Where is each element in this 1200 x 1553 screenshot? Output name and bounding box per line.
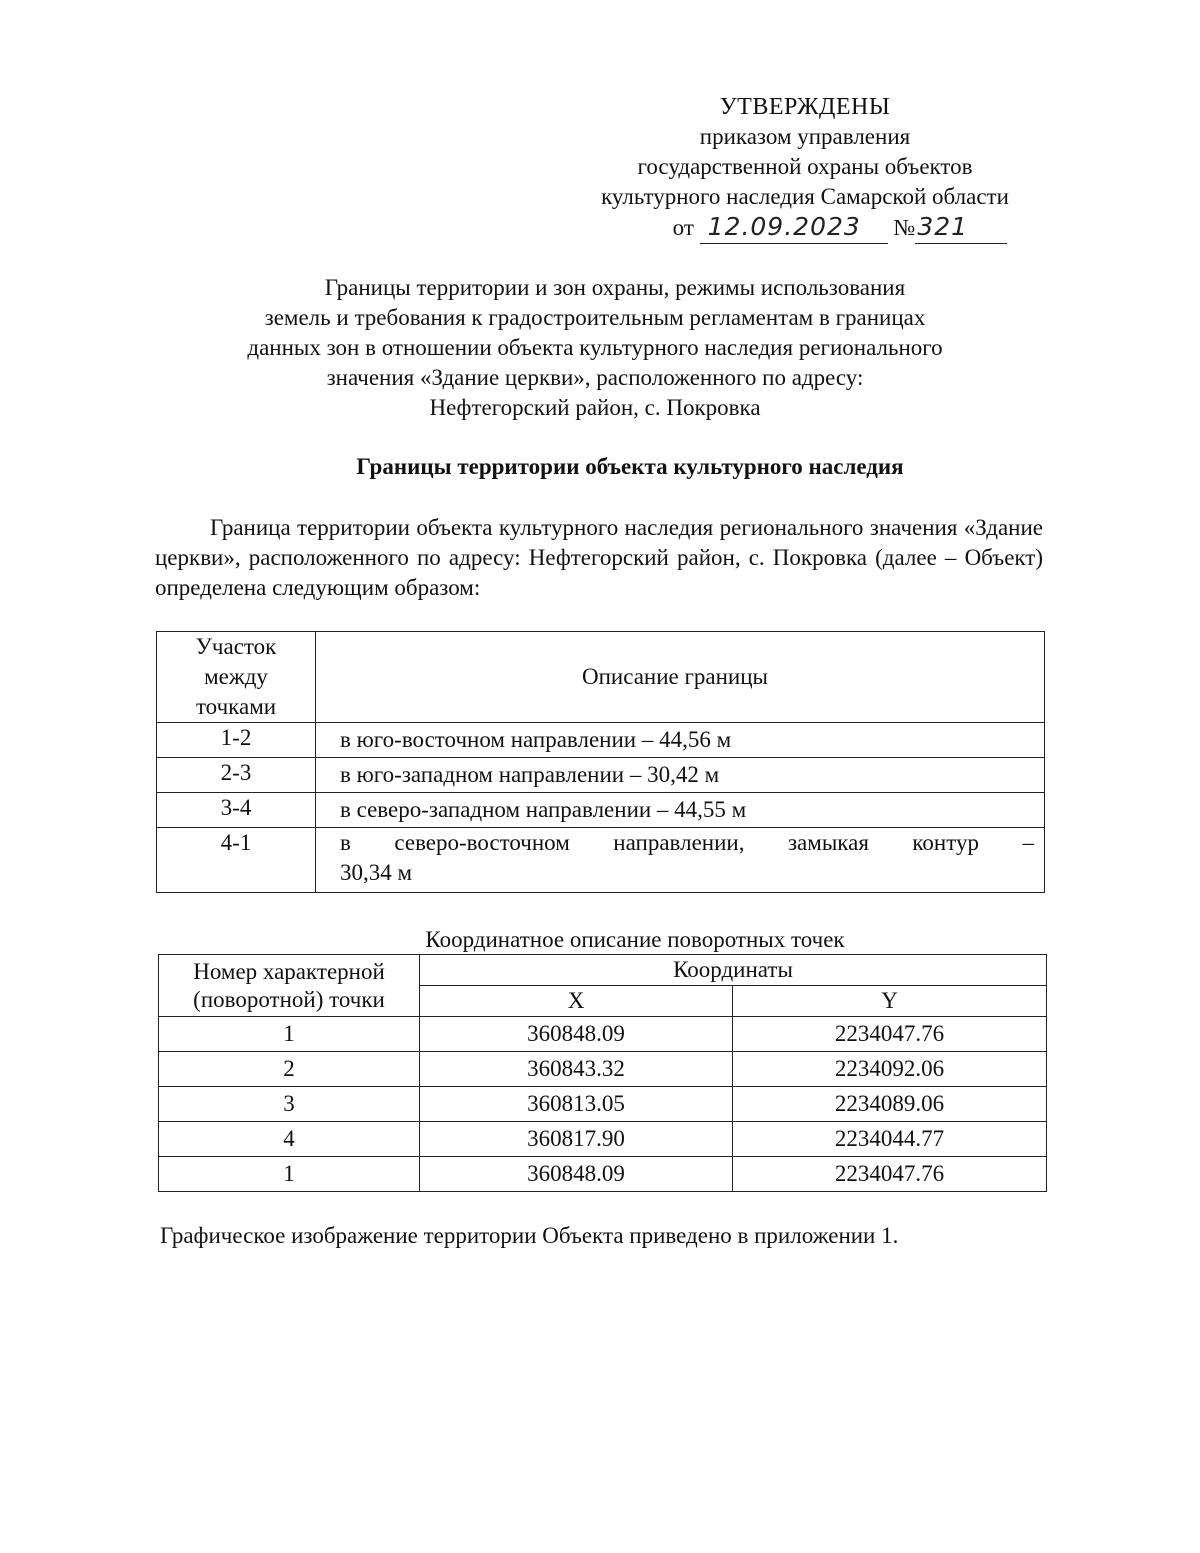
table-row (159, 1087, 1047, 1122)
table-row (157, 758, 1045, 793)
description-cell: в юго-восточном направлении – 44,56 м (316, 723, 1045, 758)
segment-cell: 3-4 (157, 793, 316, 828)
date-prefix: от (672, 215, 694, 240)
header-x: X (420, 986, 733, 1017)
number-prefix: № (893, 215, 916, 240)
approval-line-3: культурного наследия Самарской области (601, 184, 1009, 209)
point-cell: 2 (159, 1052, 420, 1087)
y-cell: 2234047.76 (733, 1157, 1047, 1192)
y-cell: 2234044.77 (733, 1122, 1047, 1157)
intro-paragraph (155, 513, 1043, 603)
coords-table (158, 954, 1047, 1192)
x-cell: 360848.09 (420, 1017, 733, 1052)
table-row (159, 1157, 1047, 1192)
header-coordinates: Координаты (420, 955, 1047, 986)
title-line-5: Нефтегорский район, с. Покровка (429, 395, 761, 420)
table-row (159, 1122, 1047, 1157)
table-row (159, 1017, 1047, 1052)
approval-title: УТВЕРЖДЕНЫ (719, 94, 891, 120)
x-cell: 360843.32 (420, 1052, 733, 1087)
point-cell: 1 (159, 1157, 420, 1192)
coords-caption: Координатное описание поворотных точек (425, 927, 845, 952)
point-cell: 1 (159, 1017, 420, 1052)
point-cell: 4 (159, 1122, 420, 1157)
coords-header (159, 955, 1047, 986)
table-row (157, 828, 1045, 893)
table-row (159, 1052, 1047, 1087)
description-cell: в северо-восточном направлении, замыкая контур – 30,34 м (316, 828, 1045, 893)
table-row (157, 723, 1045, 758)
y-cell: 2234089.06 (733, 1087, 1047, 1122)
y-cell: 2234047.76 (733, 1017, 1047, 1052)
x-cell: 360848.09 (420, 1157, 733, 1192)
segment-cell: 1-2 (157, 723, 316, 758)
approval-line-1: приказом управления (699, 124, 911, 149)
point-cell: 3 (159, 1087, 420, 1122)
handwritten-number: 321 (917, 212, 969, 241)
header-segment: Участок между точками (157, 632, 316, 723)
description-cell: в юго-западном направлении – 30,42 м (316, 758, 1045, 793)
description-cell: в северо-западном направлении – 44,55 м (316, 793, 1045, 828)
y-cell: 2234092.06 (733, 1052, 1047, 1087)
x-cell: 360817.90 (420, 1122, 733, 1157)
x-cell: 360813.05 (420, 1087, 733, 1122)
approval-line-2: государственной охраны объектов (637, 154, 973, 179)
approval-block (540, 92, 1070, 244)
title-line-1: Границы территории и зон охраны, режимы использования (324, 275, 906, 300)
segment-cell: 4-1 (157, 828, 316, 893)
document-title (160, 273, 1030, 423)
title-line-4: значения «Здание церкви», расположенного по адресу: (326, 365, 864, 390)
intro-text: Граница территории объекта культурного наследия регионального значения «Здание церкви», расположенного по адресу: Нефтегорский район, с. Покровка (далее – Объект) определена следующим образом: (155, 515, 1043, 600)
boundary-table-header (157, 632, 1045, 723)
header-y: Y (733, 986, 1047, 1017)
header-description: Описание границы (316, 632, 1045, 723)
approval-date-number (540, 212, 1070, 244)
closing-text: Графическое изображение территории Объекта приведено в приложении 1. (160, 1223, 899, 1248)
table-row (157, 793, 1045, 828)
title-line-2: земель и требования к градостроительным регламентам в границах (264, 305, 926, 330)
title-line-3: данных зон в отношении объекта культурного наследия регионального (247, 335, 943, 360)
boundary-table (156, 631, 1045, 893)
handwritten-date: 12.09.2023 (707, 212, 861, 241)
section-title: Границы территории объекта культурного наследия (356, 454, 904, 479)
segment-cell: 2-3 (157, 758, 316, 793)
header-point: Номер характерной (поворотной) точки (159, 955, 420, 1017)
